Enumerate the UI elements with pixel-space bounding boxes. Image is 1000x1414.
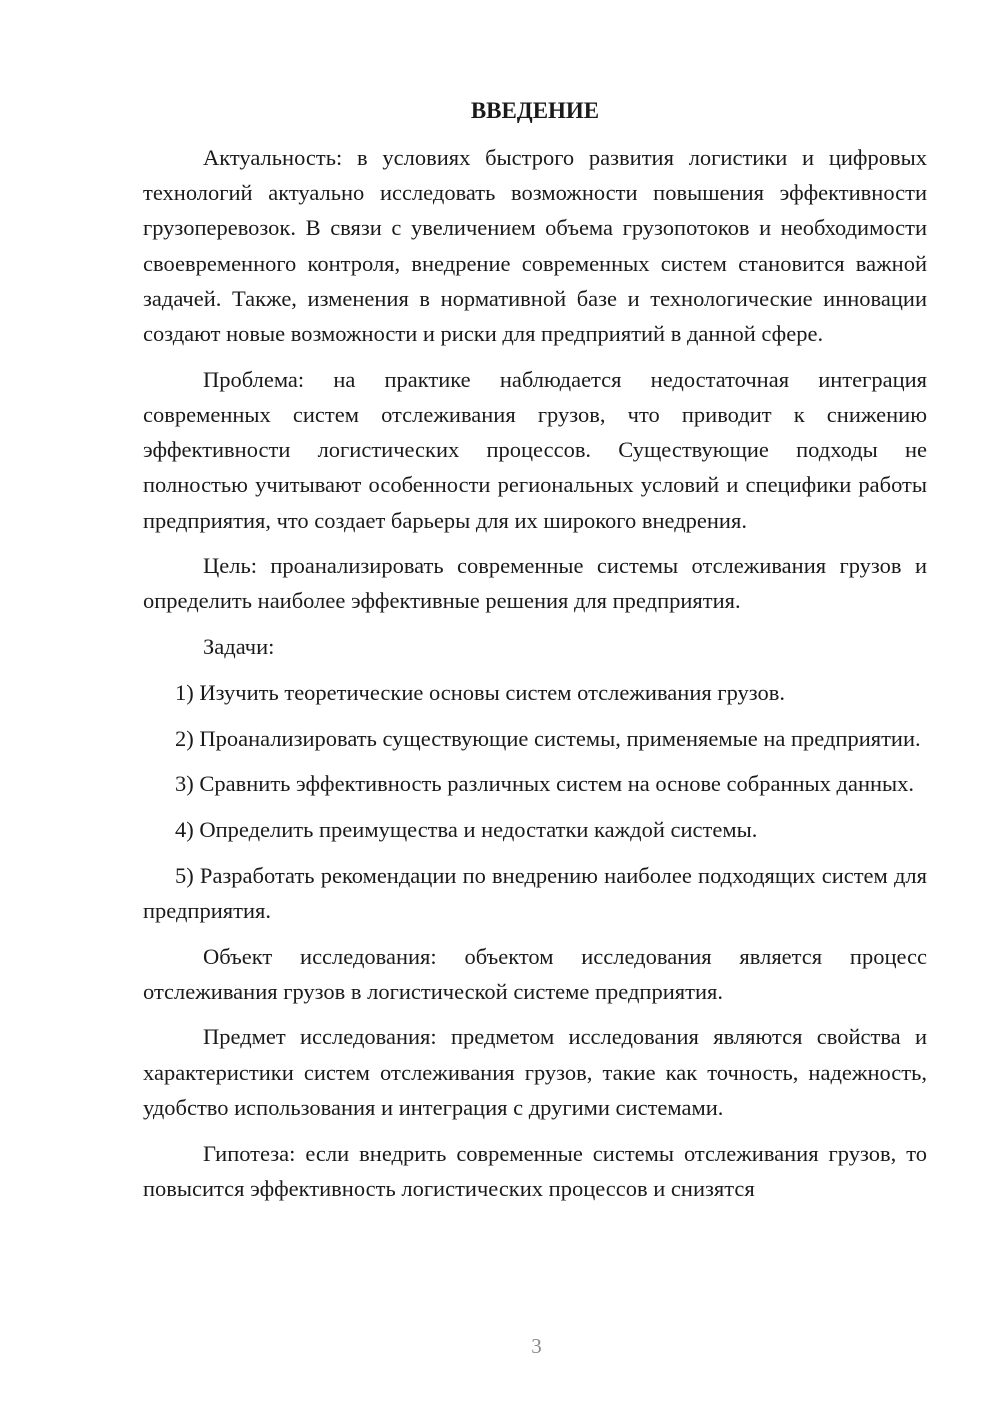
- task-item: 1) Изучить теоретические основы систем отслеживания грузов.: [175, 679, 786, 705]
- subject-paragraph: Предмет исследования: предметом исследования являются свойства и характеристики систем отслеживания грузов, такие как точность, надежность, удобство использования и интеграция с другими системами.: [143, 1024, 927, 1120]
- problem-paragraph: Проблема: на практике наблюдается недостаточная интеграция современных систем отслеживания грузов, что приводит к снижению эффективности логистических процессов. Существующие подходы не полностью учитывают особенности региональных условий и специфики работы предприятия, что создает барьеры для их широкого внедрения.: [143, 366, 927, 533]
- page-content: [143, 96, 927, 1216]
- task-item: 5) Разработать рекомендации по внедрению наиболее подходящих систем для предприятия.: [143, 862, 927, 923]
- relevance-paragraph: Актуальность: в условиях быстрого развития логистики и цифровых технологий актуально исследовать возможности повышения эффективности грузоперевозок. В связи с увеличением объема грузопотоков и необходимости своевременного контроля, внедрение современных систем становится важной задачей. Также, изменения в нормативной базе и технологические инновации создают новые возможности и риски для предприятий в данной сфере.: [143, 145, 927, 347]
- section-heading: ВВЕДЕНИЕ: [470, 98, 600, 123]
- task-item: 2) Проанализировать существующие системы, применяемые на предприятии.: [175, 725, 921, 751]
- object-paragraph: Объект исследования: объектом исследования является процесс отслеживания грузов в логистической системе предприятия.: [143, 943, 927, 1004]
- task-item: 3) Сравнить эффективность различных систем на основе собранных данных.: [175, 771, 915, 797]
- page-number: 3: [531, 1334, 542, 1358]
- goal-paragraph: Цель: проанализировать современные системы отслеживания грузов и определить наиболее эффективные решения для предприятия.: [143, 553, 927, 614]
- hypothesis-paragraph: Гипотеза: если внедрить современные системы отслеживания грузов, то повысится эффективность логистических процессов и снизятся: [143, 1140, 927, 1201]
- tasks-label: Задачи:: [203, 634, 275, 660]
- task-item: 4) Определить преимущества и недостатки каждой системы.: [175, 816, 758, 842]
